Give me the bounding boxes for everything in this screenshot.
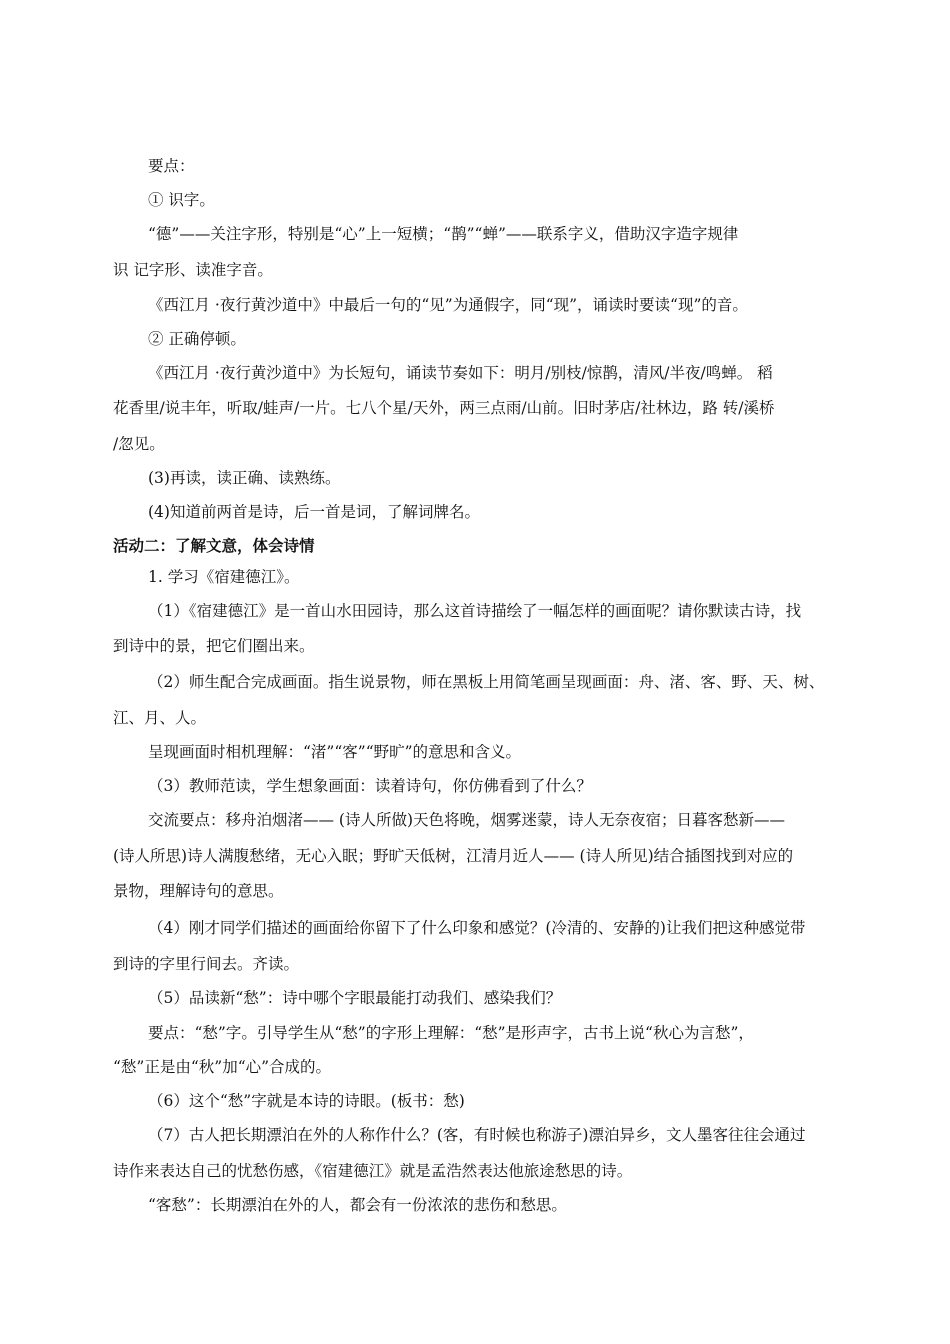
paragraph-line: 交流要点：移舟泊烟渚—— (诗人所做)天色将晚，烟雾迷蒙，诗人无奈夜宿；日暮客愁新——: [148, 811, 786, 829]
paragraph-line: “德”——关注字形，特别是“心”上一短横；“鹊”“蝉”——联系字义，借助汉字造字规律: [148, 225, 739, 243]
paragraph-line: (3)再读，读正确、读熟练。: [148, 469, 341, 487]
paragraph-line: 到诗中的景，把它们圈出来。: [113, 637, 315, 655]
paragraph-line: （2）师生配合完成画面。指生说景物，师在黑板上用简笔画呈现画面：舟、渚、客、野、天、树、: [148, 673, 825, 691]
paragraph-line: ② 正确停顿。: [148, 330, 246, 348]
paragraph-line: 花香里/说丰年，听取/蛙声/一片。七八个星/天外，两三点雨/山前。旧时茅店/社林边，路 转/溪桥: [113, 399, 775, 417]
paragraph-line: （6）这个“愁”字就是本诗的诗眼。(板书：愁): [148, 1092, 465, 1110]
paragraph-line: 诗作来表达自己的忧愁伤感，《宿建德江》就是孟浩然表达他旅途愁思的诗。: [113, 1162, 633, 1180]
paragraph-line: (4)知道前两首是诗，后一首是词，了解词牌名。: [148, 503, 480, 521]
paragraph-line: （1）《宿建德江》是一首山水田园诗，那么这首诗描绘了一幅怎样的画面呢？请你默读古诗，找: [148, 602, 802, 620]
paragraph-line: （5）品读新“愁”：诗中哪个字眼最能打动我们、感染我们？: [148, 989, 562, 1007]
paragraph-line: (诗人所思)诗人满腹愁绪，无心入眠；野旷天低树，江清月近人—— (诗人所见)结合插图找到对应的: [113, 847, 794, 865]
paragraph-line: 《西江月 ·夜行黄沙道中》为长短句，诵读节奏如下：明月/别枝/惊鹊，清风/半夜/鸣蝉。 稻: [148, 364, 773, 382]
section-heading: 活动二：了解文意，体会诗情: [113, 536, 315, 555]
paragraph-line: （3）教师范读，学生想象画面：读着诗句，你仿佛看到了什么？: [148, 777, 592, 795]
paragraph-line: /忽见。: [113, 435, 165, 453]
paragraph-line: “愁”正是由“秋”加“心”合成的。: [113, 1058, 332, 1076]
paragraph-line: ① 识字。: [148, 191, 215, 209]
paragraph-line: 要点：“愁”字。引导学生从“愁”的字形上理解：“愁”是形声字，古书上说“秋心为言愁”，: [148, 1024, 754, 1042]
paragraph-line: 景物，理解诗句的意思。: [113, 882, 284, 900]
paragraph-line: 《西江月 ·夜行黄沙道中》中最后一句的“见”为通假字，同“现”，诵读时要读“现”的音。: [148, 296, 748, 314]
paragraph-line: 到诗的字里行间去。齐读。: [113, 955, 300, 973]
paragraph-line: （7）古人把长期漂泊在外的人称作什么？(客，有时候也称游子)漂泊异乡，文人墨客往往会通过: [148, 1126, 806, 1144]
paragraph-line: 1. 学习《宿建德江》。: [148, 568, 300, 586]
paragraph-line: 识 记字形、读准字音。: [113, 261, 273, 279]
paragraph-line: 呈现画面时相机理解：“渚”“客”“野旷”的意思和含义。: [148, 743, 522, 761]
paragraph-line: （4）刚才同学们描述的画面给你留下了什么印象和感觉？(冷清的、安静的)让我们把这种感觉带: [148, 919, 806, 937]
paragraph-line: 要点：: [148, 157, 195, 175]
paragraph-line: “客愁”：长期漂泊在外的人，都会有一份浓浓的悲伤和愁思。: [148, 1196, 567, 1214]
paragraph-line: 江、月、人。: [113, 709, 207, 727]
